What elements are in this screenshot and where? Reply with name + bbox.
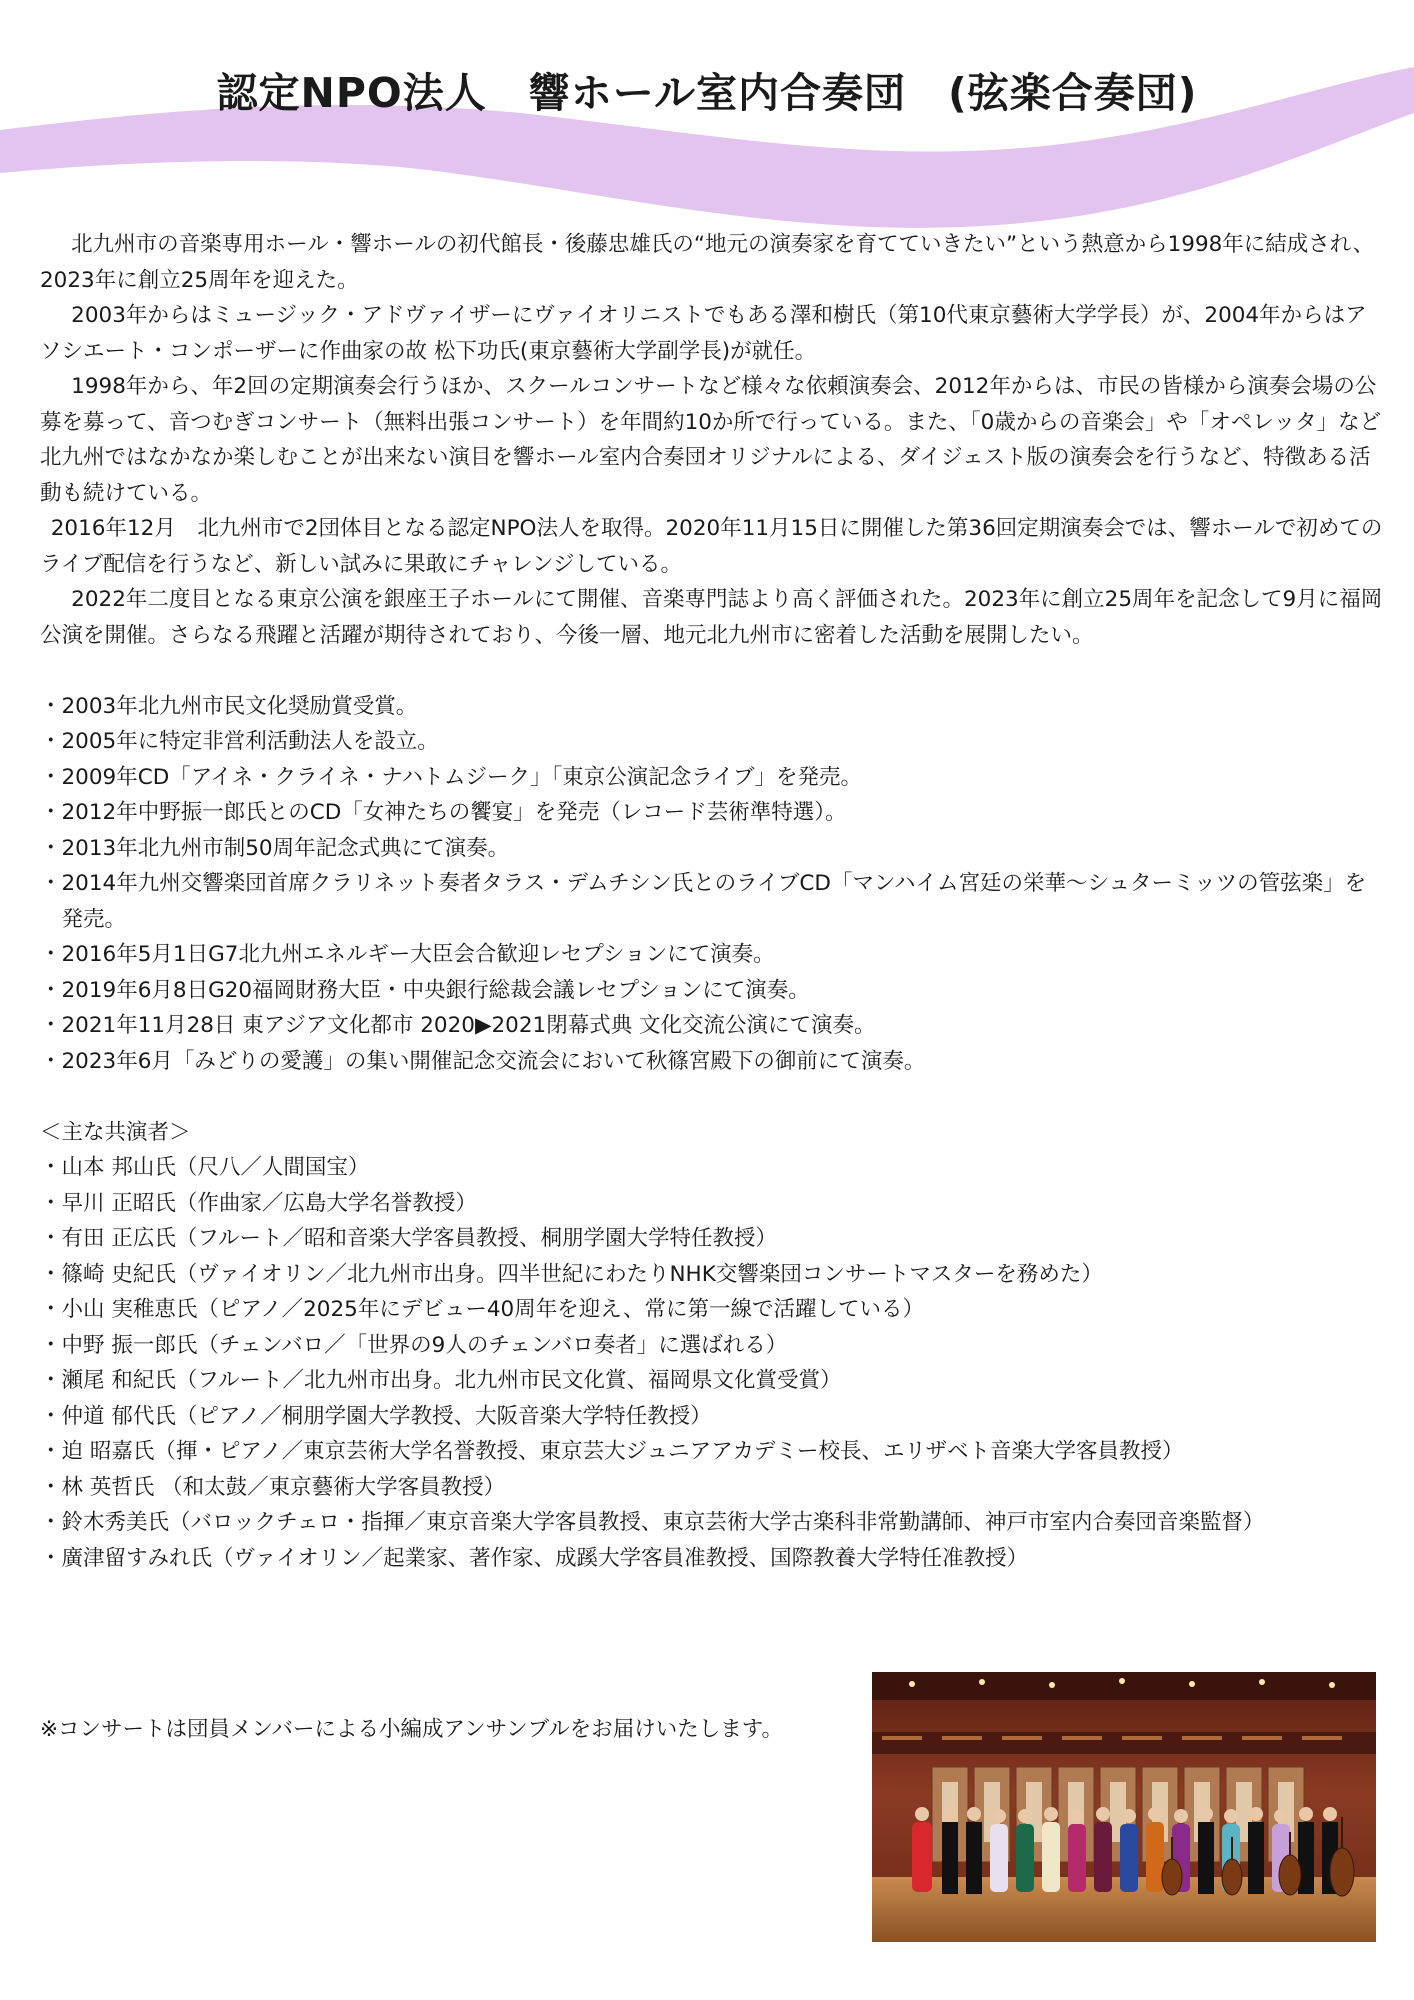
list-item: ・山本 邦山氏（尺八／人間国宝） [40,1155,370,1180]
list-item: ・仲道 郁代氏（ピアノ／桐朋学園大学教授、大阪音楽大学特任教授） [40,1403,712,1429]
concert-note: ※コンサートは団員メンバーによる小編成アンサンブルをお届けいたします。 [40,1716,783,1742]
list-item: ・2012年中野振一郎氏とのCD「女神たちの饗宴」を発売（レコード芸術準特選）。 [40,800,847,825]
intro-paragraph: 2016年12月 北九州市で2団体目となる認定NPO法人を取得。2020年11月15日に開催した第36回定期演奏会では、響ホールで初めてのライブ配信を行うなど、新しい試みに果敢にチャレンジしている。 [40,516,1383,577]
list-item: ・2023年6月「みどりの愛護」の集い開催記念交流会において秋篠宮殿下の御前にて演奏。 [40,1048,926,1074]
page-title: 認定NPO法人 響ホール室内合奏団 (弦楽合奏団) [216,69,1198,117]
list-item: ・有田 正広氏（フルート／昭和音楽大学客員教授、桐朋学園大学特任教授） [40,1226,777,1251]
list-item: ・2009年CD「アイネ・クライネ・ナハトムジーク」「東京公演記念ライブ」を発売。 [40,764,863,790]
list-item: ・迫 昭嘉氏（揮・ピアノ／東京芸術大学名誉教授、東京芸大ジュニアアカデミー校長、エリザベト音楽大学客員教授） [40,1439,1184,1464]
intro-paragraph: 1998年から、年2回の定期演奏会行うほか、スクールコンサートなど様々な依頼演奏会、2012年からは、市民の皆様から演奏会場の公募を募って、音つむぎコンサート（無料出張コンサート）を年間約10か所で行っている。また、「0歳からの音楽会」や「オペレッタ」など北九州ではなかなか楽しむことが出来ない演目を響ホール室内合奏団オリジナルによる、ダイジェスト版の演奏会を行うなど、特徴ある活動も続けている。 [40,374,1382,506]
intro-paragraph: 2022年二度目となる東京公演を銀座王子ホールにて開催、音楽専門誌より高く評価された。2023年に創立25周年を記念して9月に福岡公演を開催。さらなる飛躍と活躍が期待されており、今後一層、地元北九州市に密着した活動を展開したい。 [40,587,1383,648]
list-item: ・鈴木秀美氏（バロックチェロ・指揮／東京音楽大学客員教授、東京芸術大学古楽科非常勤講師、神戸市室内合奏団音楽監督） [40,1510,1265,1535]
ensemble-photo [872,1672,1376,1942]
main-content [40,227,1385,1576]
list-item: ・2019年6月8日G20福岡財務大臣・中央銀行総裁会議レセプションにて演奏。 [40,977,810,1003]
list-item: ・2005年に特定非営利活動法人を設立。 [40,729,439,754]
performers-list [40,1150,1385,1576]
list-item: ・瀬尾 和紀氏（フルート／北九州市出身。北九州市民文化賞、福岡県文化賞受賞） [40,1368,842,1393]
list-item: ・2016年5月1日G7北九州エネルギー大臣会合歓迎レセプションにて演奏。 [40,942,775,967]
history-list [40,689,1385,1080]
list-item: ・2014年九州交響楽団首席クラリネット奏者タラス・デムチシン氏とのライブCD「マンハイム宮廷の栄華～シュターミッツの管弦楽」を発売。 [40,871,1367,932]
list-item: ・中野 振一郎氏（チェンバロ／「世界の9人のチェンバロ奏者」に選ばれる） [40,1332,788,1358]
list-item: ・廣津留すみれ氏（ヴァイオリン／起業家、著作家、成蹊大学客員准教授、国際教養大学特任准教授） [40,1545,1029,1571]
list-item: ・小山 実稚恵氏（ピアノ／2025年にデビュー40周年を迎え、常に第一線で活躍している） [40,1297,924,1322]
ensemble-photo-illustration [872,1672,1376,1942]
list-item: ・2021年11月28日 東アジア文化都市 2020▶2021閉幕式典 文化交流公演にて演奏。 [40,1013,876,1038]
list-item: ・2013年北九州市制50周年記念式典にて演奏。 [40,835,510,861]
intro-paragraph: 北九州市の音楽専用ホール・響ホールの初代館長・後藤忠雄氏の“地元の演奏家を育てていきたい”という熱意から1998年に結成され、2023年に創立25周年を迎えた。 [40,232,1375,293]
list-item: ・篠崎 史紀氏（ヴァイオリン／北九州市出身。四半世紀にわたりNHK交響楽団コンサートマスターを務めた） [40,1261,1103,1287]
list-item: ・2003年北九州市民文化奨励賞受賞。 [40,693,418,719]
list-item: ・林 英哲氏 （和太鼓／東京藝術大学客員教授） [40,1474,506,1500]
intro-paragraph: 2003年からはミュージック・アドヴァイザーにヴァイオリニストでもある澤和樹氏（第10代東京藝術大学学長）が、2004年からはアソシエート・コンポーザーに作曲家の故 松下功氏(東京藝術大学副学長)が就任。 [40,303,1367,364]
performers-heading: ＜主な共演者＞ [40,1119,191,1145]
list-item: ・早川 正昭氏（作曲家／広島大学名誉教授） [40,1190,477,1216]
